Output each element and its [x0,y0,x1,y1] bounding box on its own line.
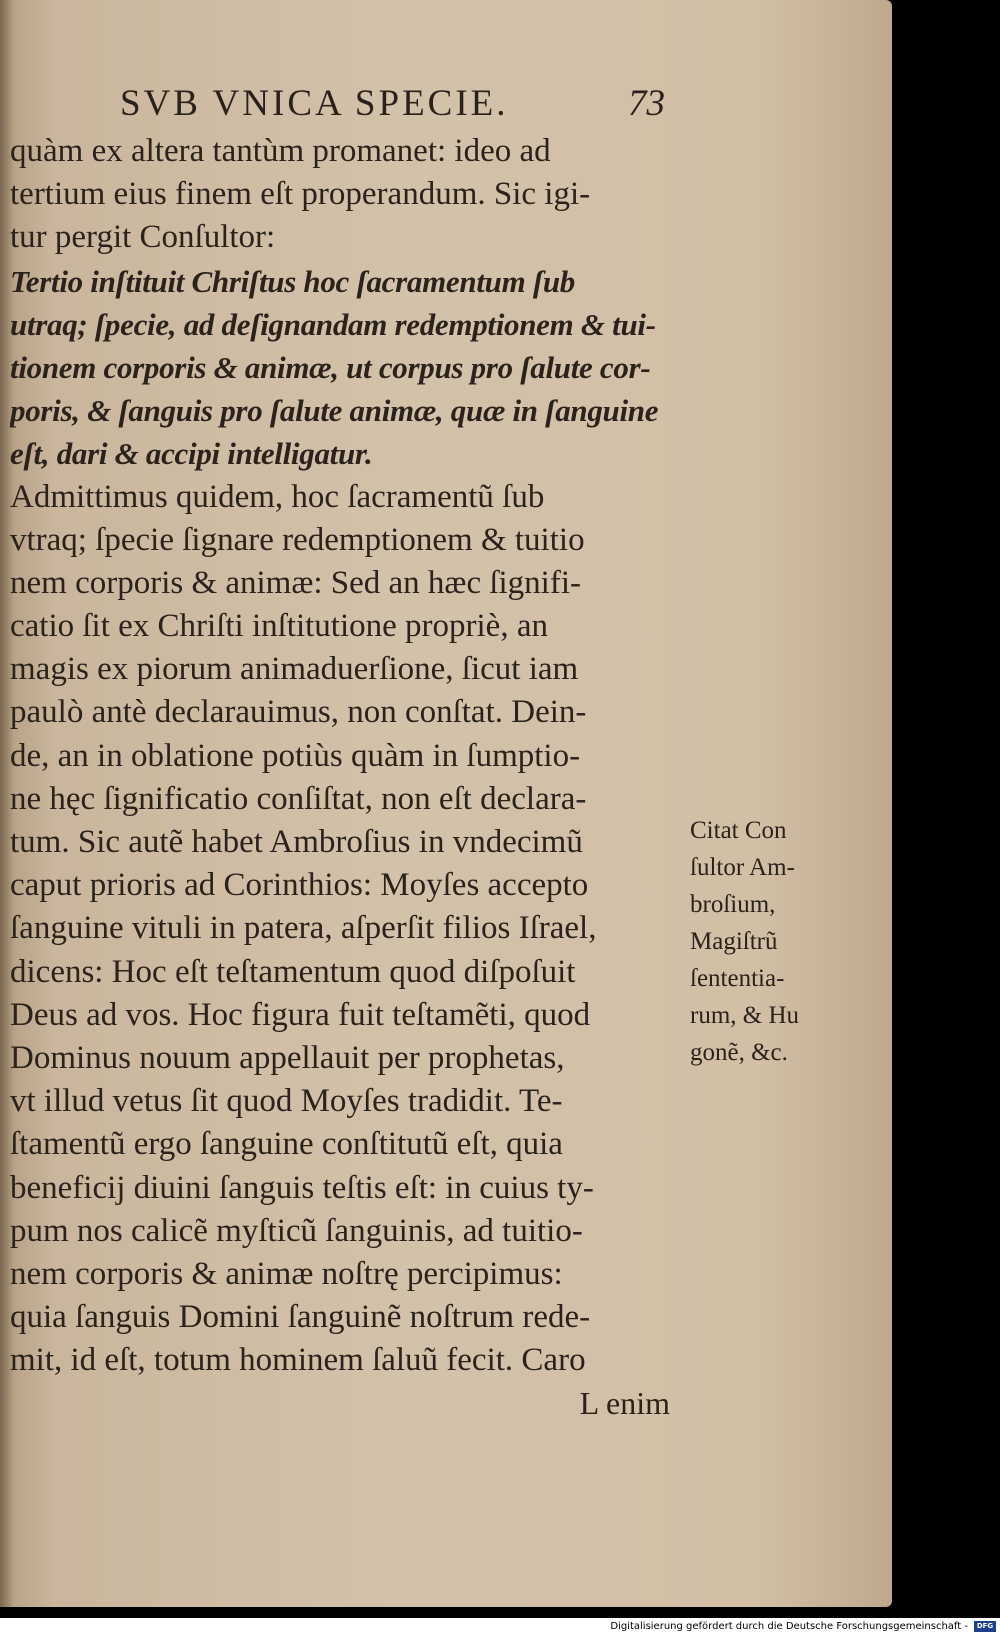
text-line: caput prioris ad Corinthios: Moyſes accepto [10,867,589,904]
text-line: utraq; ſpecie, ad deſignandam redemptionem & tui- [10,306,656,342]
text-line: ne hęc ſignificatio conſiſtat, non eſt declara- [10,780,587,817]
footer-bar [0,1618,1000,1636]
running-header: SVB VNICA SPECIE. [120,83,509,124]
body-text [10,130,686,1426]
margin-note [690,812,850,1071]
text-line: de, an in oblatione potiùs quàm in ſumptio- [10,737,581,774]
page-number: 73 [628,83,665,124]
margin-note-line: broſium, [690,891,776,918]
catchword-line: L enim [579,1385,670,1422]
text-line: tertium eius finem eſt properandum. Sic igi- [10,176,591,213]
text-line: tionem corporis & animæ, ut corpus pro ſalute cor- [10,349,651,385]
margin-note-line: rum, & Hu [690,1002,800,1029]
text-line: vt illud vetus ſit quod Moyſes tradidit. Te- [10,1083,563,1120]
text-line: eſt, dari & accipi intelligatur. [10,436,373,472]
text-line: Tertio inſtituit Chriſtus hoc ſacramentum ſub [10,263,575,299]
text-line: paulò antè declarauimus, non conſtat. Dein- [10,694,587,731]
text-line: magis ex piorum animaduerſione, ſicut iam [10,651,579,688]
text-line: Admittimus quidem, hoc ſacramentũ ſub [10,478,545,515]
text-line: mit, id eſt, totum hominem ſaluũ fecit. Caro [10,1342,586,1379]
text-line: poris, & ſanguis pro ſalute animæ, quæ in ſanguine [10,393,659,429]
text-line: nem corporis & animæ: Sed an hæc ſignifi- [10,564,581,601]
text-line: catio ſit ex Chriſti inſtitutione propriè, an [10,608,548,645]
margin-note-line: ſententia- [690,965,785,992]
text-line: vtraq; ſpecie ſignare redemptionem & tuitio [10,521,585,558]
footer-credit: Digitalisierung gefördert durch die Deutsche Forschungsgemeinschaft - [610,1621,968,1632]
text-line: tum. Sic autẽ habet Ambroſius in vndecimũ [10,824,583,860]
text-line: dicens: Hoc eſt teſtamentum quod diſpoſuit [10,953,576,990]
text-line: quàm ex altera tantùm promanet: ideo ad [10,133,551,169]
text-line: Dominus nouum appellauit per prophetas, [10,1039,565,1076]
text-line: tur pergit Conſultor: [10,219,276,256]
margin-note-line: ſultor Am- [690,854,795,881]
margin-note-line: Magiſtrũ [690,928,778,955]
dfg-logo: DFG [974,1621,996,1632]
text-line: nem corporis & animæ noſtrę percipimus: [10,1255,563,1292]
margin-note-line: gonẽ, &c. [690,1039,788,1066]
text-line: ſtamentũ ergo ſanguine conſtitutũ eſt, quia [10,1126,563,1163]
margin-note-line: Citat Con [690,817,787,844]
text-line: pum nos calicẽ myſticũ ſanguinis, ad tuitio- [10,1212,583,1249]
text-line: Deus ad vos. Hoc figura fuit teſtamẽti, quod [10,996,591,1033]
text-line: beneficij diuini ſanguis teſtis eſt: in cuius ty- [10,1169,594,1206]
text-line: quia ſanguis Domini ſanguinẽ noſtrum rede- [10,1299,591,1336]
text-line: ſanguine vituli in patera, aſperſit filios Iſrael, [10,910,597,947]
